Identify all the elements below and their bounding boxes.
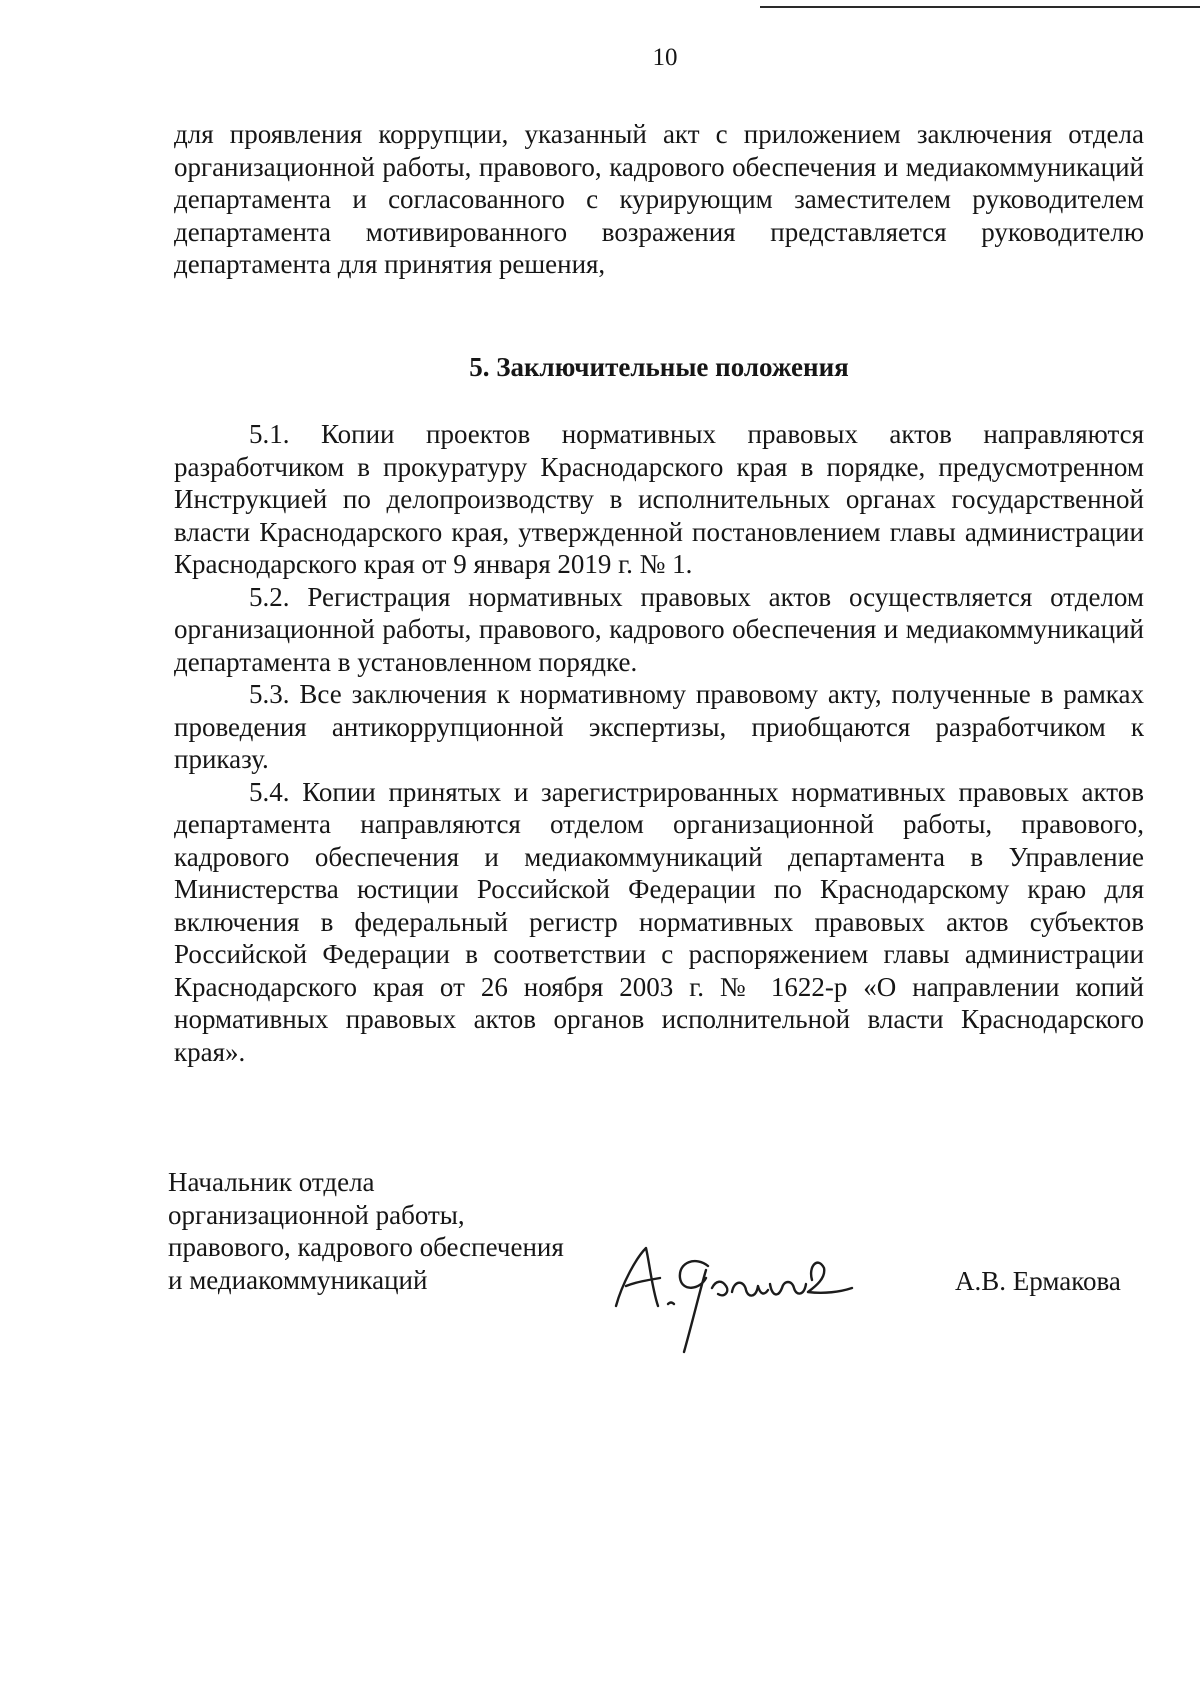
section-5-3: 5.3. Все заключения к нормативному правовому акту, полученные в рамках проведения антикоррупционной экспертизы, приобщаются разработчиком к приказу. (174, 679, 1144, 774)
intro-paragraph (174, 118, 1144, 281)
section-5-4: 5.4. Копии принятых и зарегистрированных нормативных правовых актов департамента направляются отделом организационной работы, правового, кадрового обеспечения и медиакоммуникаций департамента в Управление Министерства юстиции Российской Федерации по Краснодарскому краю для включения в федеральный регистр нормативных правовых актов субъектов Российской Федерации в соответствии с распоряжением главы администрации Краснодарского края от 26 ноября 2003 г. № 1622-р «О направлении копий нормативных правовых актов органов исполнительной власти Краснодарского края». (174, 776, 1144, 1067)
intro-paragraph-text: для проявления коррупции, указанный акт с приложением заключения отдела организационной работы, правового, кадрового обеспечения и медиакоммуникаций департамента и согласованного с курирующим заместителем руководителем департамента мотивированного возражения представляется руководителю департамента для принятия решения, (174, 119, 1144, 279)
page-number: 10 (652, 44, 678, 71)
signatory-position (168, 1166, 564, 1296)
section-heading: 5. Заключительные положения (469, 352, 849, 382)
section-5-1: 5.1. Копии проектов нормативных правовых актов направляются разработчиком в прокуратуру Краснодарского края в порядке, предусмотренном Инструкцией по делопроизводству в исполнительных органах государственной власти Краснодарского края, утвержденной постановлением главы администрации Краснодарского края от 9 января 2019 г. № 1. (174, 419, 1144, 579)
section-5-2: 5.2. Регистрация нормативных правовых актов осуществляется отделом организационной работы, правового, кадрового обеспечения и медиакоммуникаций департамента в установленном порядке. (174, 581, 1144, 677)
handwritten-signature (608, 1240, 858, 1360)
signer-name: А.В. Ермакова (955, 1266, 1121, 1296)
position-line: и медиакоммуникаций (168, 1264, 428, 1295)
position-line: Начальник отдела (168, 1167, 375, 1197)
position-line: организационной работы, (168, 1199, 465, 1230)
scan-edge-line (760, 6, 1200, 8)
position-line: правового, кадрового обеспечения (168, 1232, 564, 1262)
final-provisions-sections (174, 418, 1144, 1068)
